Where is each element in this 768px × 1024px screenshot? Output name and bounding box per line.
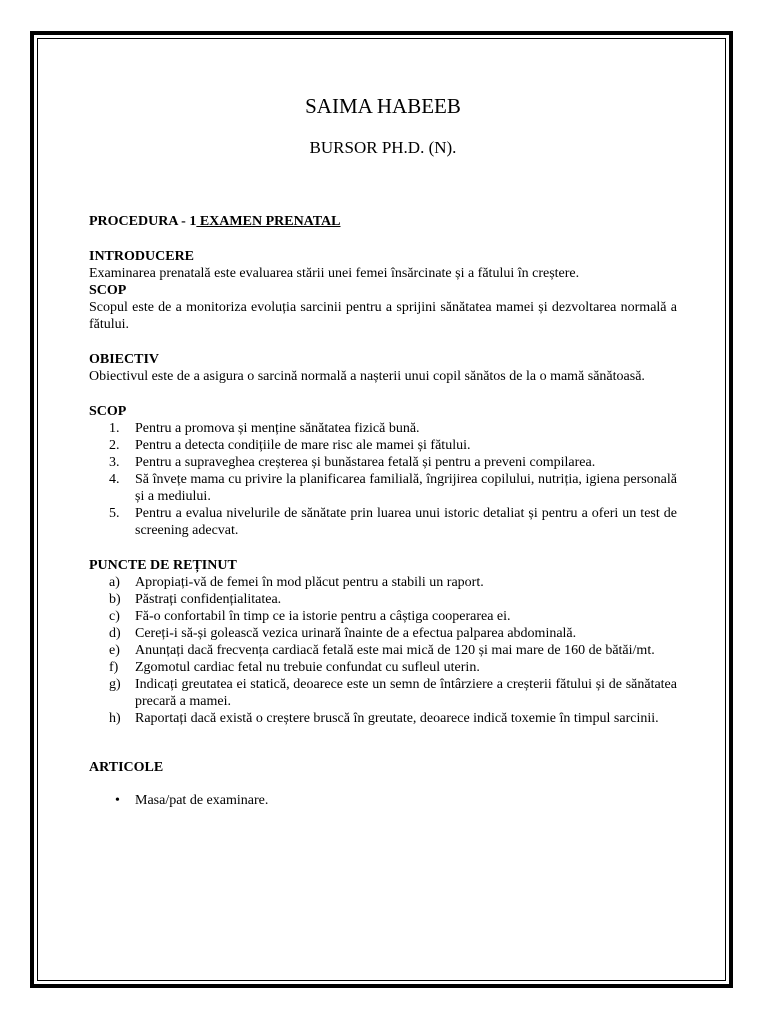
list-marker: 1.	[109, 421, 120, 436]
list-item	[89, 420, 677, 437]
lettered-list	[89, 574, 677, 727]
section-text: Examinarea prenatală este evaluarea stării unei femei însărcinate și a fătului în creștere.	[89, 266, 580, 281]
section-heading: INTRODUCERE	[89, 249, 195, 264]
list-item-text: Păstrați confidențialitatea.	[135, 592, 282, 607]
section-text: Obiectivul este de a asigura o sarcină normală a nașterii unui copil sănătos de la o mamă sănătoasă.	[89, 369, 645, 384]
section-scop-list	[89, 403, 677, 539]
list-item-text: Masa/pat de examinare.	[135, 793, 269, 808]
list-item	[89, 454, 677, 471]
numbered-list	[89, 420, 677, 539]
list-marker: 3.	[109, 455, 120, 470]
list-marker: 2.	[109, 438, 120, 453]
section-heading: OBIECTIV	[89, 352, 160, 367]
section-heading: SCOP	[89, 283, 127, 298]
list-marker: f)	[109, 660, 119, 675]
list-item-text: Raportați dacă există o creștere bruscă în greutate, deoarece indică toxemie în timpul sarcinii.	[135, 711, 659, 726]
section-scop	[89, 282, 677, 333]
list-item	[89, 505, 677, 539]
author-name: SAIMA HABEEB	[305, 94, 461, 118]
list-item	[89, 676, 677, 710]
list-marker: a)	[109, 575, 120, 590]
list-item-text: Cereți-i să-și golească vezica urinară înainte de a efectua palparea abdominală.	[135, 626, 577, 641]
list-item	[89, 591, 677, 608]
list-item-text: Pentru a evalua nivelurile de sănătate prin luarea unui istoric detaliat și pentru a oferi un test de screening adecvat.	[135, 506, 677, 538]
procedure-prefix: PROCEDURA - 1	[89, 214, 197, 229]
bullet-icon: •	[115, 793, 120, 808]
section-text: Scopul este de a monitoriza evoluția sarcinii pentru a sprijini sănătatea mamei și dezvoltarea normală a fătului.	[89, 300, 677, 332]
list-marker: b)	[109, 592, 121, 607]
section-heading: PUNCTE DE REȚINUT	[89, 558, 237, 573]
section-puncte	[89, 557, 677, 727]
list-marker: 4.	[109, 472, 120, 487]
list-item-text: Zgomotul cardiac fetal nu trebuie confundat cu sufleul uterin.	[135, 660, 480, 675]
list-item-text: Anunțați dacă frecvența cardiacă fetală este mai mică de 120 și mai mare de 160 de bătăi/mt.	[135, 643, 655, 658]
section-obiectiv	[89, 351, 677, 385]
list-item	[89, 792, 677, 809]
bullet-list	[89, 792, 677, 809]
section-heading: SCOP	[89, 404, 127, 419]
list-item-text: Pentru a detecta condițiile de mare risc ale mamei și fătului.	[135, 438, 471, 453]
list-item-text: Să învețe mama cu privire la planificarea familială, îngrijirea copilului, nutriția, igiena personală și a mediului.	[135, 472, 677, 504]
list-item	[89, 437, 677, 454]
list-marker: g)	[109, 677, 121, 692]
list-item	[89, 710, 677, 727]
procedure-name: EXAMEN PRENATAL	[196, 214, 341, 229]
list-marker: h)	[109, 711, 121, 726]
section-articole	[89, 759, 677, 809]
section-heading: ARTICOLE	[89, 760, 164, 775]
list-item-text: Indicați greutatea ei statică, deoarece este un semn de întârziere a creșterii fătului și de sănătatea precară a mamei.	[135, 677, 677, 709]
list-marker: d)	[109, 626, 121, 641]
list-marker: e)	[109, 643, 120, 658]
list-item-text: Pentru a supraveghea creșterea și bunăstarea fetală și pentru a preveni compilarea.	[135, 455, 596, 470]
list-item	[89, 608, 677, 625]
list-marker: 5.	[109, 506, 120, 521]
document-body	[89, 93, 677, 809]
list-item-text: Apropiați-vă de femei în mod plăcut pentru a stabili un raport.	[135, 575, 484, 590]
author-role: BURSOR PH.D. (N).	[309, 138, 457, 157]
list-item	[89, 471, 677, 505]
list-item	[89, 625, 677, 642]
list-item	[89, 659, 677, 676]
list-marker: c)	[109, 609, 120, 624]
procedure-title	[89, 213, 677, 230]
list-item-text: Pentru a promova și menține sănătatea fizică bună.	[135, 421, 420, 436]
section-introducere	[89, 248, 677, 282]
list-item	[89, 642, 677, 659]
list-item-text: Fă-o confortabil în timp ce ia istorie pentru a câștiga cooperarea ei.	[135, 609, 511, 624]
list-item	[89, 574, 677, 591]
